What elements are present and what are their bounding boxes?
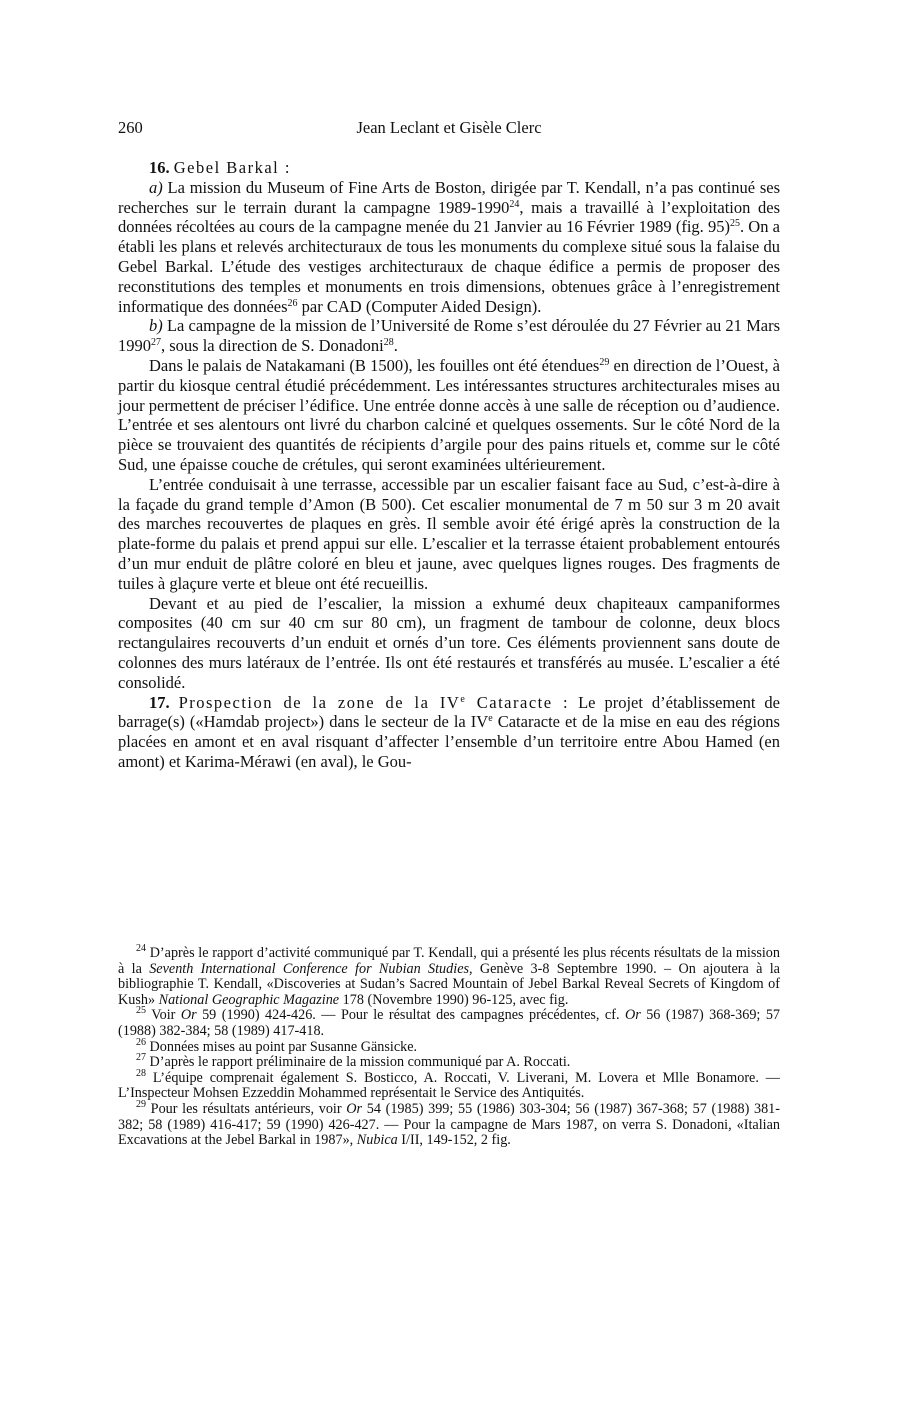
footnote-26	[118, 1036, 780, 1056]
section-17-title-post: Cataracte :	[466, 692, 570, 712]
footnote-28-text: L’équipe comprenait également S. Bosticco, A. Roccati, V. Liverani, M. Lovera et Mlle Bonamore. — L’Inspecteur Mohsen Ezzeddin Mohammed représentait le Service des Antiquités.	[118, 1069, 780, 1102]
footnotes	[118, 943, 781, 1149]
paragraph-b-text-2: , sous la direction de S. Donadoni	[161, 336, 384, 356]
footnote-ref-27: 27	[151, 337, 161, 349]
footnote-24-italic-2: National Geographic Magazine	[158, 991, 340, 1008]
paragraph-natakamani	[118, 356, 780, 475]
paragraph-escalier: Devant et au pied de l’escalier, la mission a exhumé deux chapiteaux campaniformes composites (40 cm sur 40 cm sur 80 cm), un fragment de tambour de colonne, deux blocs rectangulaires recouverts d’un enduit et ornés d’un tore. Ces éléments proviennent sans doute de colonnes des murs latéraux de l’entrée. Ils ont été restaurés et transférés au musée. L’escalier a été consolidé.	[118, 593, 780, 692]
paragraph-terrasse: L’entrée conduisait à une terrasse, accessible par un escalier faisant face au Sud, c’est-à-dire à la façade du grand temple d’Amon (B 500). Cet escalier monumental de 7 m 50 sur 3 m 20 avait des marches recouvertes de plaques en grès. Il semble avoir été érigé après la construction de la plate-forme du palais et prend appui sur elle. L’escalier et la terrasse étaient probablement entourés d’un mur enduit de plâtre coloré en bleu et jaune, avec quelques lignes rouges. Des fragments de tuiles à glaçure verte et bleue ont été recueillis.	[118, 474, 780, 593]
section-17	[118, 693, 780, 772]
footnote-ref-26: 26	[287, 297, 298, 309]
footnote-25-text-3: 56 (1987) 368-369; 57 (1988) 382-384; 58 (1989) 417-418.	[118, 1007, 781, 1039]
footnote-24-italic-1: Seventh International Conference for Nubian Studies	[149, 960, 470, 977]
footnote-29-italic-1: Or	[346, 1100, 363, 1117]
section-17-text-2: Cataracte et de la mise en eau des régions placées en amont et en aval risquant d’affecter l’ensemble d’un territoire entre Abou Hamed (en amont) et Karima-Mérawi (en aval), le Gou-	[118, 712, 780, 771]
footnote-24-text-2: , Genève 3-8 Septembre 1990. – On ajoutera à la bibliographie T. Kendall, «Discoveries at Sudan’s Sacred Mountain of Jebel Barkal Reveal Secrets of Kingdom of Kush»	[118, 960, 780, 1008]
paragraph-c-text-1: Dans le palais de Natakamani (B 1500), les fouilles ont été étendues	[149, 355, 600, 375]
footnote-29-text-2: 54 (1985) 399; 55 (1986) 303-304; 56 (1987) 367-368; 57 (1988) 381-382; 58 (1989) 416-417; 59 (1990) 426-427. — Pour la campagne de Mars 1987, on verra S. Donadoni, «Italian Excavations at the Jebel Barkal in 1987»,	[118, 1100, 780, 1149]
paragraph-a-text-3: . On a établi les plans et relevés architecturaux de tous les monuments du complexe situé sous la falaise du Gebel Barkal. L’étude des vestiges architecturaux de chaque édifice a permis de proposer des reconstitutions des temples et monuments en trois dimensions, obtenues grâce à l’enregistrement informatique des données	[118, 217, 781, 316]
paragraph-a	[118, 178, 780, 317]
section-16-heading	[118, 158, 780, 178]
footnote-25	[118, 1005, 781, 1039]
footnote-29-italic-2: Nubica	[356, 1132, 398, 1149]
footnote-ref-29: 29	[599, 356, 610, 368]
section-17-text-1: Le projet d’établissement de barrage(s) («Hamdab project») dans le secteur de la IV	[118, 692, 780, 732]
footnote-24-text-3: 178 (Novembre 1990) 96-125, avec fig.	[339, 991, 569, 1008]
page-header	[118, 118, 780, 140]
section-16-number: 16.	[149, 158, 170, 177]
footnote-28	[118, 1067, 780, 1102]
paragraph-b	[118, 316, 780, 356]
footnote-24-text-1: D’après le rapport d’activité communiqué par T. Kendall, qui a présenté les plus récents résultats de la mission à la	[118, 945, 780, 977]
paragraph-a-label: a)	[149, 177, 163, 197]
paragraph-a-text-1: La mission du Museum of Fine Arts de Boston, dirigée par T. Kendall, n’a pas continué ses recherches sur le terrain durant la campagne 1989-1990	[118, 177, 780, 217]
footnote-25-text-2: 59 (1990) 424-426. — Pour le résultat des campagnes précédentes, cf.	[196, 1007, 625, 1024]
section-17-number: 17.	[149, 692, 170, 712]
paragraph-a-text-2: , mais a travaillé à l’exploitation des données récoltées au cours de la campagne menée du 21 Janvier au 16 Février 1989 (fig. 95)	[118, 197, 780, 237]
section-17-title-sup: e	[460, 693, 467, 705]
paragraph-c-text-2: en direction de l’Ouest, à partir du kiosque central étudié précédemment. Les intéressantes structures architecturales mises au jour permettent de préciser l’édifice. Une entrée donne accès à une salle de réception ou d’audience. L’entrée et ses alentours ont livré du charbon calciné et quelques ossements. Sur le côté Nord de la pièce se trouvaient des quantités de récipients d’argile pour des pains rituels et, comme sur le côté Sud, une épaisse couche de crétules, qui seront examinées ultérieurement.	[118, 355, 780, 474]
footnote-24-number: 24	[136, 943, 146, 954]
footnote-26-number: 26	[136, 1036, 146, 1048]
paragraph-b-text-1: La campagne de la mission de l’Université de Rome s’est déroulée du 27 Février au 21 Mars 1990	[118, 316, 781, 356]
page-number: 260	[118, 118, 143, 137]
footnote-29	[118, 1098, 780, 1149]
footnote-29-text-3: I/II, 149-152, 2 fig.	[397, 1132, 511, 1149]
footnote-ref-28: 28	[383, 337, 394, 349]
footnote-25-italic-1: Or	[180, 1007, 197, 1024]
body-text	[118, 158, 780, 772]
footnote-25-number: 25	[136, 1005, 146, 1017]
footnote-24	[118, 943, 780, 1008]
footnote-25-text-1: Voir	[146, 1007, 181, 1024]
footnote-ref-25: 25	[729, 218, 740, 230]
section-17-title-text: Prospection de la zone de la IV	[178, 692, 461, 712]
section-17-title	[179, 693, 570, 712]
paragraph-b-label: b)	[149, 316, 163, 336]
section-16-title: Gebel Barkal :	[173, 158, 291, 177]
footnote-29-number: 29	[136, 1098, 146, 1110]
running-head: Jean Leclant et Gisèle Clerc	[356, 118, 542, 137]
section-17-sup: e	[488, 713, 493, 725]
footnote-27-number: 27	[136, 1052, 146, 1064]
footnote-27	[118, 1052, 780, 1071]
footnote-26-text: Données mises au point par Susanne Gänsicke.	[146, 1038, 418, 1055]
footnote-27-text: D’après le rapport préliminaire de la mission communiqué par A. Roccati.	[146, 1054, 571, 1071]
footnote-28-number: 28	[136, 1067, 146, 1079]
paragraph-b-text-3: .	[393, 336, 398, 356]
paragraph-a-text-4: par CAD (Computer Aided Design).	[297, 296, 542, 316]
footnote-ref-24: 24	[509, 198, 520, 210]
footnote-25-italic-2: Or	[624, 1007, 641, 1024]
footnote-29-text-1: Pour les résultats antérieurs, voir	[146, 1100, 347, 1117]
